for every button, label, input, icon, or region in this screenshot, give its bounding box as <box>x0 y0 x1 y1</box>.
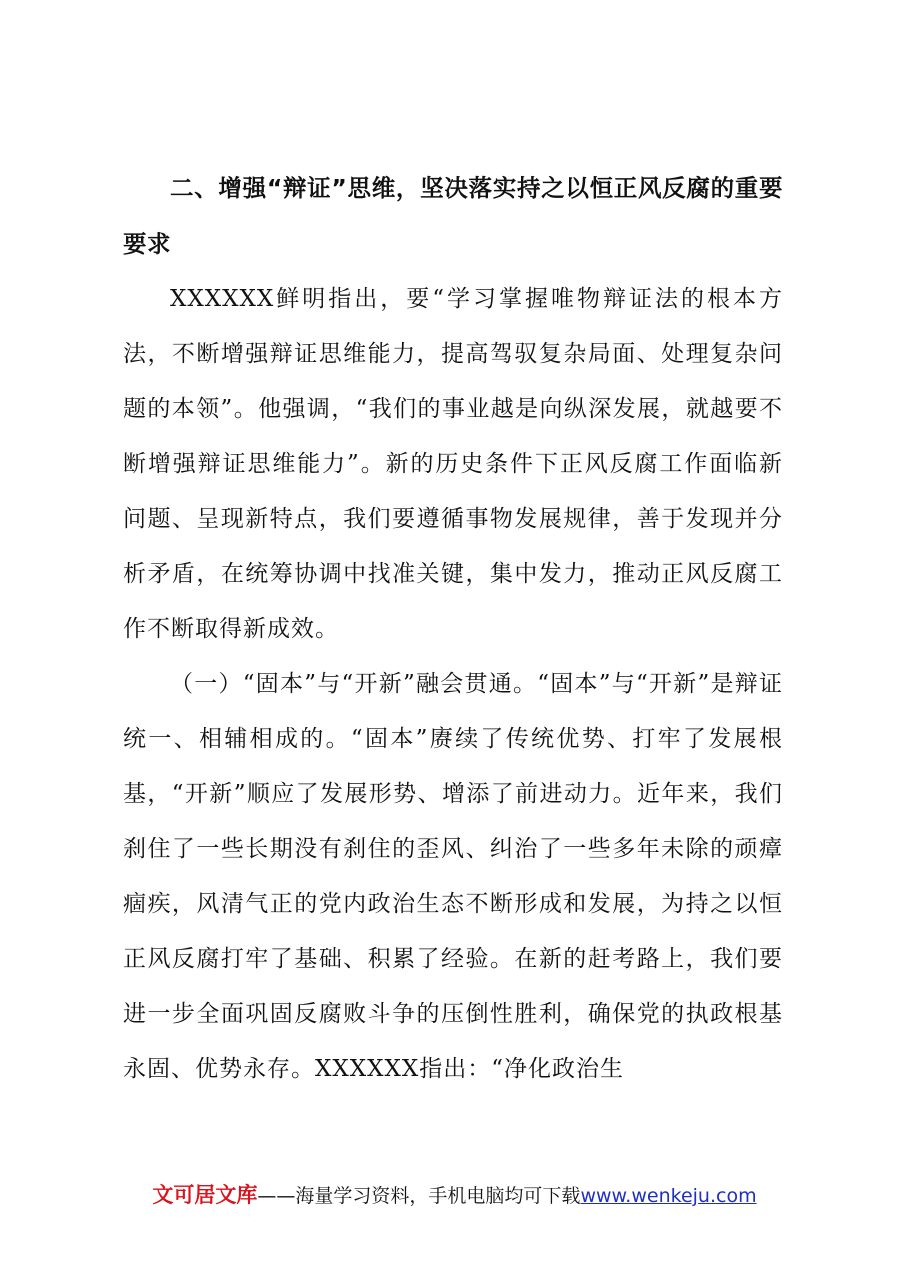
footer-separator: —— <box>257 1185 296 1207</box>
section-heading: 二、增强“辩证”思维，坚决落实持之以恒正风反腐的重要要求 <box>123 174 783 258</box>
footer-banner <box>0 1180 909 1211</box>
paragraph-2: （一）“固本”与“开新”融会贯通。“固本”与“开新”是辩证统一、相辅相成的。“固本”赓续了传统优势、打牢了发展根基，“开新”顺应了发展形势、增添了前进动力。近年来，我们刹住了一些长期没有刹住的歪风、纠治了一些多年未除的顽瘴痼疾，风清气正的党内政治生态不断形成和发展，为持之以恒正风反腐打牢了基础、积累了经验。在新的赶考路上，我们要进一步全面巩固反腐败斗争的压倒性胜利，确保党的执政根基永固、优势永存。XXXXXX指出：“净化政治生 <box>123 671 783 1082</box>
footer-brand: 文可居文库 <box>152 1183 258 1207</box>
footer-url-link[interactable]: www.wenkeju.com <box>580 1185 757 1207</box>
document-body <box>123 160 783 1097</box>
footer-slogan: 海量学习资料，手机电脑均可下载 <box>295 1185 581 1207</box>
paragraph-1: XXXXXX鲜明指出，要“学习掌握唯物辩证法的根本方法，不断增强辩证思维能力，提高驾驭复杂局面、处理复杂问题的本领”。他强调，“我们的事业越是向纵深发展，就越要不断增强辩证思维能力”。新的历史条件下正风反腐工作面临新问题、呈现新特点，我们要遵循事物发展规律，善于发现并分析矛盾，在统筹协调中找准关键，集中发力，推动正风反腐工作不断取得新成效。 <box>123 286 783 642</box>
